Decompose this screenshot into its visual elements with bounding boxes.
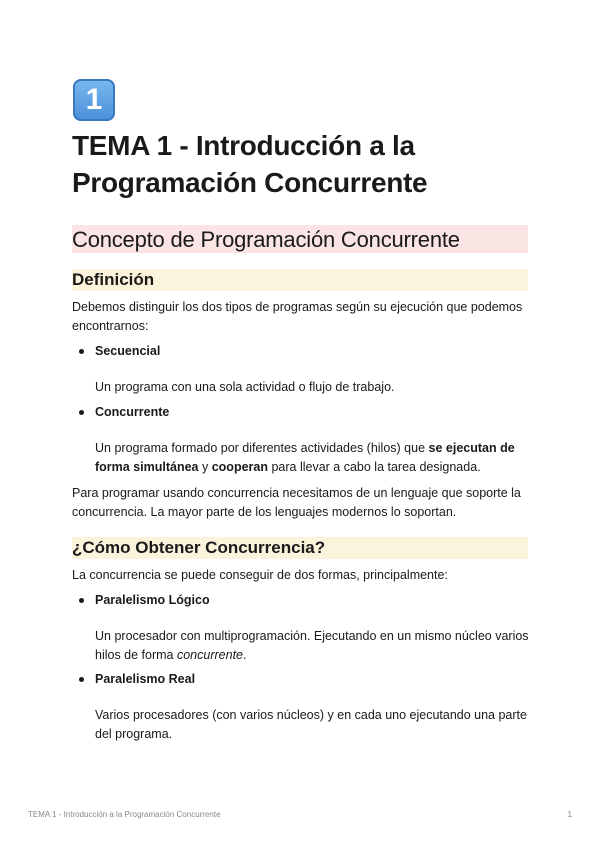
bullet-logico-label: Paralelismo Lógico xyxy=(95,593,210,607)
text-run: . xyxy=(243,648,247,662)
bullet-dot xyxy=(79,410,84,415)
bullet-real-text: Varios procesadores (con varios núcleos) y en cada uno ejecutando una parte del programa. xyxy=(95,708,527,741)
bullet-logico-text xyxy=(95,627,532,665)
text-run: para llevar a cabo la tarea designada. xyxy=(267,460,481,474)
bullet-real-label: Paralelismo Real xyxy=(95,672,196,686)
text-run: Un procesador con multiprogramación. Ejecutando en un mismo núcleo varios hilos de forma xyxy=(95,629,529,662)
definition-outro: Para programar usando concurrencia necesitamos de un lenguaje que soporte la concurrencia. La mayor parte de los lenguajes modernos lo soportan. xyxy=(72,486,521,519)
bullet-secuencial-text: Un programa con una sola actividad o flujo de trabajo. xyxy=(95,380,395,394)
bullet-secuencial-label: Secuencial xyxy=(95,344,161,358)
bullet-dot xyxy=(79,349,84,354)
how-heading: ¿Cómo Obtener Concurrencia? xyxy=(72,537,528,559)
text-run: y xyxy=(198,460,212,474)
bold-run: se ejecutan de forma simultánea xyxy=(95,441,515,474)
keycap-one-icon: 1 xyxy=(73,79,115,121)
how-intro: La concurrencia se puede conseguir de dos formas, principalmente: xyxy=(72,568,448,582)
italic-run: concurrente xyxy=(176,648,243,662)
page-number: 1 xyxy=(567,810,572,819)
bullet-dot xyxy=(79,677,84,682)
bullet-dot xyxy=(79,598,84,603)
section-heading: Concepto de Programación Concurrente xyxy=(72,225,528,253)
page-title: TEMA 1 - Introducción a la Programación Concurrente xyxy=(72,130,428,198)
bold-run: cooperan xyxy=(211,460,268,474)
definition-heading: Definición xyxy=(72,269,528,291)
footer-title: TEMA 1 - Introducción a la Programación Concurrente xyxy=(28,810,221,819)
text-run: Un programa formado por diferentes actividades (hilos) que xyxy=(95,441,429,455)
bullet-concurrente-label: Concurrente xyxy=(95,405,170,419)
definition-intro: Debemos distinguir los dos tipos de programas según su ejecución que podemos encontrarnos: xyxy=(72,300,523,333)
bullet-concurrente-text xyxy=(95,439,532,477)
